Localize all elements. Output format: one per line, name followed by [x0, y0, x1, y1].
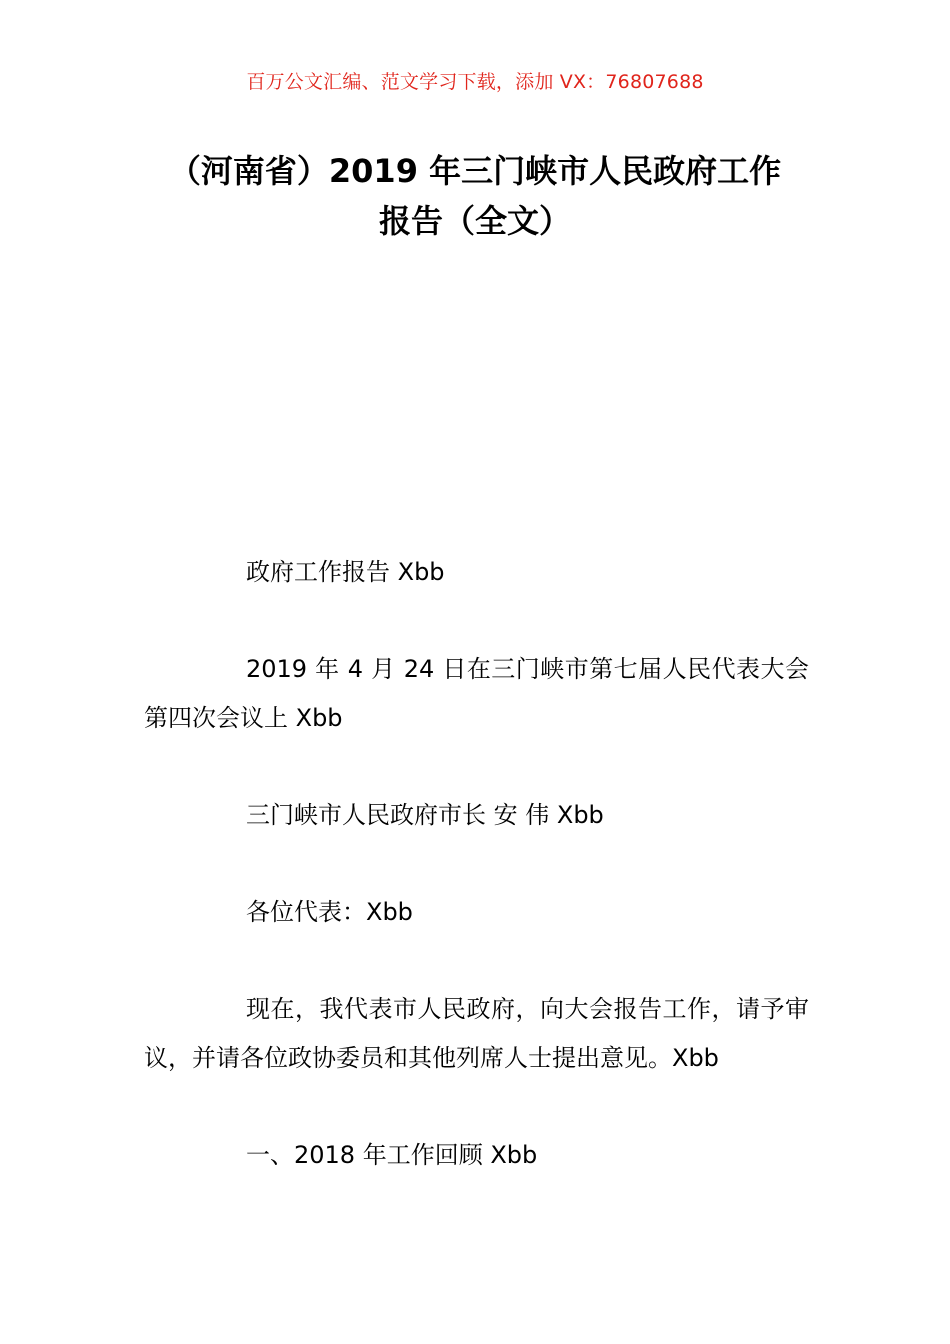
paragraph-report-label: 政府工作报告 Xbb [246, 558, 445, 586]
paragraph-meeting-date: 2019 年 4 月 24 日在三门峡市第七届人民代表大会第四次会议上 Xbb [144, 655, 809, 732]
document-title-line-2: 报告（全文） [378, 202, 571, 240]
document-title [130, 146, 820, 246]
paragraph-salutation: 各位代表：Xbb [246, 898, 413, 926]
header-banner: 百万公文汇编、范文学习下载，添加 VX：76807688 [246, 71, 704, 93]
paragraph-opening: 现在，我代表市人民政府，向大会报告工作，请予审议，并请各位政协委员和其他列席人士提出意见。Xbb [144, 995, 809, 1072]
document-title-line-1: （河南省）2019 年三门峡市人民政府工作 [168, 152, 782, 190]
paragraph-speaker: 三门峡市人民政府市长 安 伟 Xbb [246, 801, 604, 829]
section-heading-review: 一、2018 年工作回顾 Xbb [246, 1141, 538, 1169]
document-body [144, 548, 809, 1228]
